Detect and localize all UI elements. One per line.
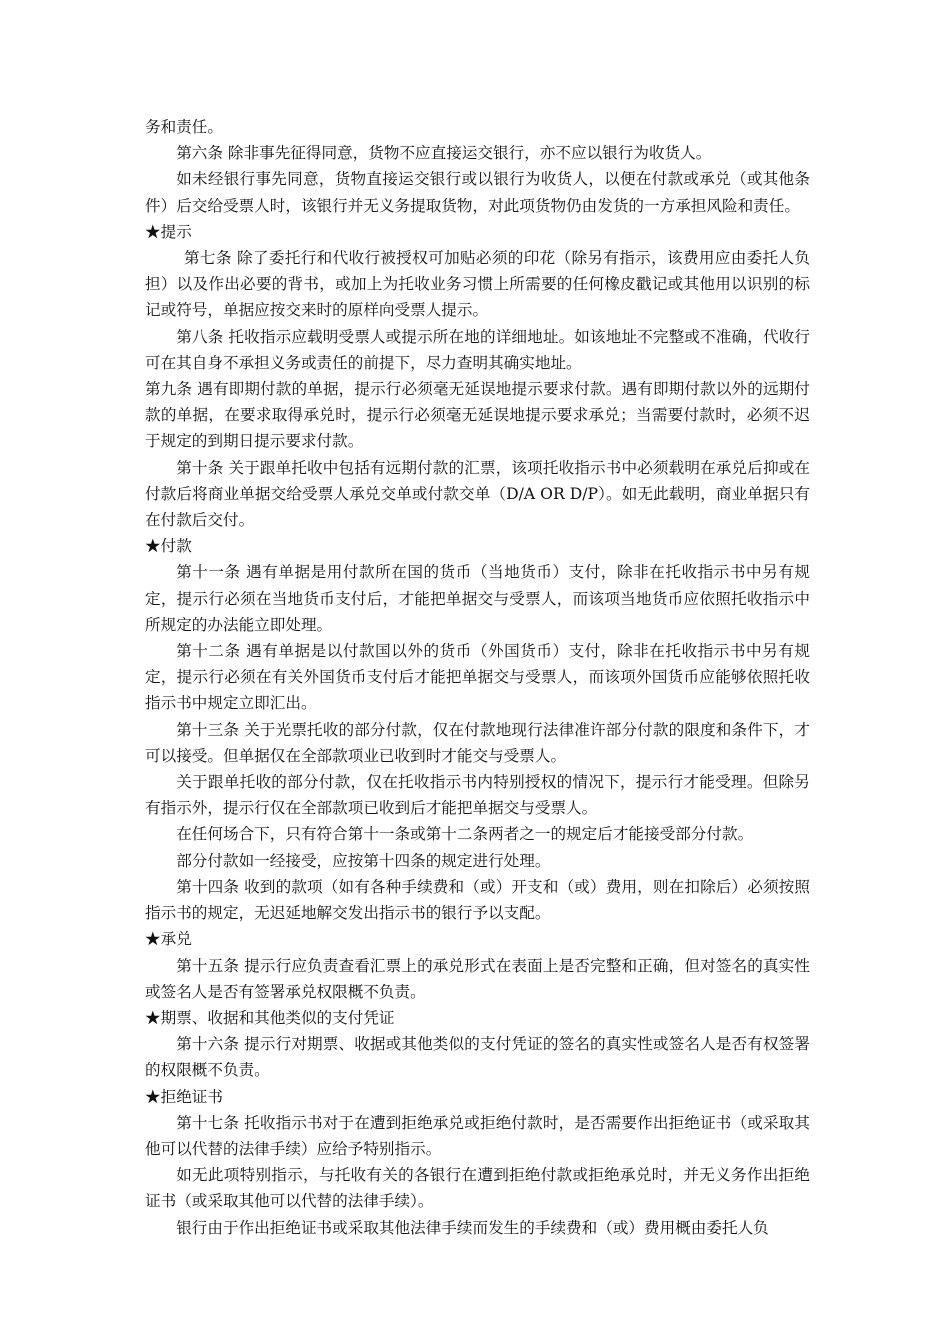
article-17-paragraph-2: 如无此项特别指示，与托收有关的各银行在遭到拒绝付款或拒绝承兑时，并无义务作出拒绝证书（或采取其他可以代替的法律手续）。 bbox=[145, 1166, 810, 1211]
article-15: 第十五条 提示行应负责查看汇票上的承兑形式在表面上是否完整和正确，但对签名的真实性或签名人是否有签署承兑权限概不负责。 bbox=[145, 956, 810, 1001]
section-heading-promissory-notes: ★期票、收据和其他类似的支付凭证 bbox=[145, 1008, 395, 1027]
article-13: 第十三条 关于光票托收的部分付款，仅在付款地现行法律准许部分付款的限度和条件下，才可以接受。但单据仅在全部款项业已收到时才能交与受票人。 bbox=[145, 720, 810, 765]
article-17-paragraph-3: 银行由于作出拒绝证书或采取其他法律手续而发生的手续费和（或）费用概由委托人负 bbox=[176, 1218, 769, 1237]
section-heading-protest: ★拒绝证书 bbox=[145, 1087, 223, 1106]
section-heading-acceptance: ★承兑 bbox=[145, 930, 192, 949]
article-6: 第六条 除非事先征得同意，货物不应直接运交银行，亦不应以银行为收货人。 bbox=[176, 144, 712, 163]
section-heading-presentation: ★提示 bbox=[145, 222, 192, 241]
article-13-paragraph-2: 关于跟单托收的部分付款，仅在托收指示书内特别授权的情况下，提示行才能受理。但除另有指示外，提示行仅在全部款项已收到后才能把单据交与受票人。 bbox=[145, 773, 810, 818]
article-12: 第十二条 遇有单据是以付款国以外的货币（外国货币）支付，除非在托收指示书中另有规定，提示行必须在有关外国货币支付后才能把单据交与受票人，而该项外国货币应能够依照托收指示书中规定立即汇出。 bbox=[145, 642, 810, 713]
article-11: 第十一条 遇有单据是用付款所在国的货币（当地货币）支付，除非在托收指示书中另有规定，提示行必须在当地货币支付后，才能把单据交与受票人，而该项当地货币应依照托收指示中所规定的办法能立即处理。 bbox=[145, 563, 810, 634]
paragraph-continuation: 务和责任。 bbox=[145, 118, 223, 136]
article-14: 第十四条 收到的款项（如有各种手续费和（或）开支和（或）费用，则在扣除后）必须按照指示书的规定，无迟延地解交发出指示书的银行予以支配。 bbox=[145, 877, 810, 923]
article-8: 第八条 托收指示应载明受票人或提示所在地的详细地址。如该地址不完整或不准确，代收行可在其自身不承担义务或责任的前提下，尽力查明其确实地址。 bbox=[145, 327, 810, 372]
article-7: 第七条 除了委托行和代收行被授权可加贴必须的印花（除另有指示，该费用应由委托人负担）以及作出必要的背书，或加上为托收业务习惯上所需要的任何橡皮戳记或其他用以识别的标记或符号，单据应按交来时的原样向受票人提示。 bbox=[145, 249, 810, 320]
article-6-paragraph-2: 如未经银行事先同意，货物直接运交银行或以银行为收货人，以便在付款或承兑（或其他条件）后交给受票人时，该银行并无义务提取货物，对此项货物仍由发货的一方承担风险和责任。 bbox=[145, 170, 810, 215]
article-17: 第十七条 托收指示书对于在遭到拒绝承兑或拒绝付款时，是否需要作出拒绝证书（或采取其他可以代替的法律手续）应给予特别指示。 bbox=[145, 1113, 810, 1158]
article-9: 第九条 遇有即期付款的单据，提示行必须毫无延误地提示要求付款。遇有即期付款以外的远期付款的单据，在要求取得承兑时，提示行必须毫无延误地提示要求承兑；当需要付款时，必须不迟于规定的到期日提示要求付款。 bbox=[145, 380, 810, 451]
article-16: 第十六条 提示行对期票、收据或其他类似的支付凭证的签名的真实性或签名人是否有权签署的权限概不负责。 bbox=[145, 1035, 810, 1080]
article-10: 第十条 关于跟单托收中包括有远期付款的汇票，该项托收指示书中必须载明在承兑后抑或在付款后将商业单据交给受票人承兑交单或付款交单（D/A OR D/P）。如无此载明，商业单据只有在付款后交付。 bbox=[145, 458, 810, 530]
section-heading-payment: ★付款 bbox=[145, 537, 192, 556]
article-13-paragraph-4: 部分付款如一经接受，应按第十四条的规定进行处理。 bbox=[176, 851, 551, 870]
article-13-paragraph-3: 在任何场合下，只有符合第十一条或第十二条两者之一的规定后才能接受部分付款。 bbox=[176, 825, 754, 844]
document-page bbox=[145, 114, 810, 1241]
